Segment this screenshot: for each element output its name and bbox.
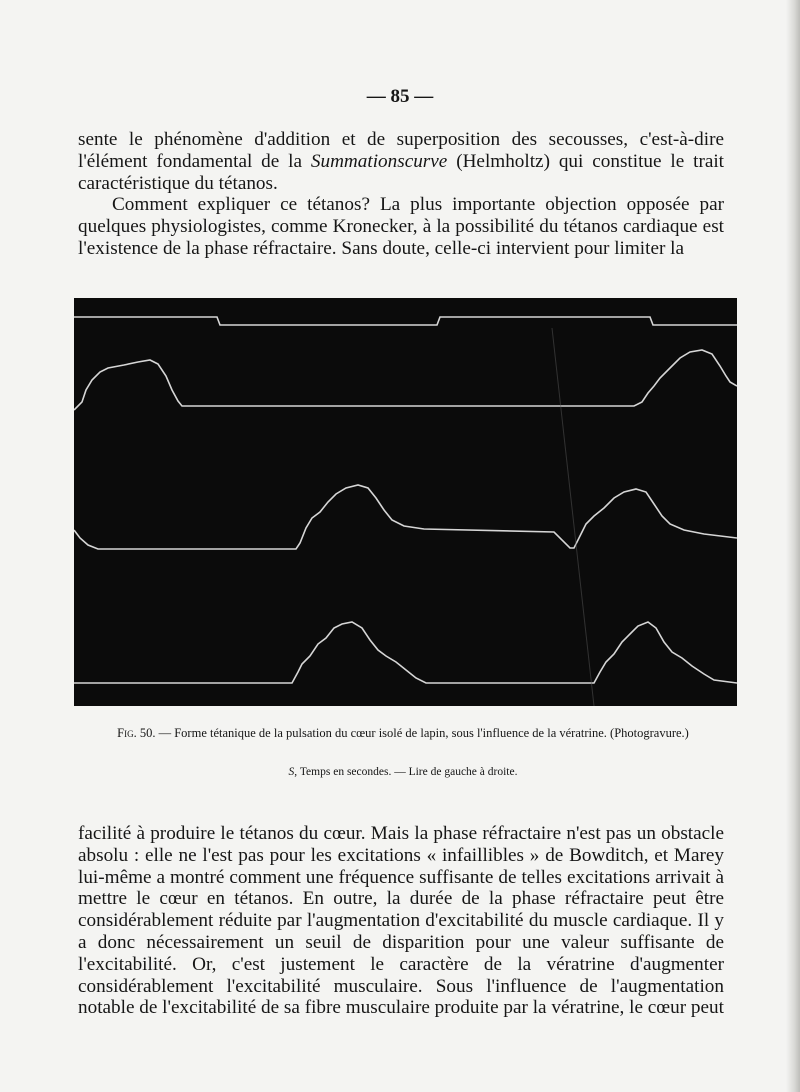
page-number: — 85 — — [366, 86, 434, 107]
figure-legend — [78, 766, 728, 778]
book-spine-shadow — [786, 0, 800, 1092]
upper-cardiac-trace — [74, 350, 737, 410]
caption-text: — Forme tétanique de la pulsation du cœur isolé de lapin, sous l'influence de la vératrine. (Photogravure.) — [155, 726, 689, 740]
middle-cardiac-trace — [74, 485, 737, 549]
para2-text: Comment expliquer ce tétanos? La plus importante objection opposée par quelques physiologistes, comme Kronecker, à la possibilité du tétanos cardiaque est l'existence de la phase réfractaire. Sans doute, celle-ci intervient pour limiter la — [78, 194, 724, 259]
legend-text: , Temps en secondes. — Lire de gauche à droite. — [294, 766, 518, 778]
opening-paragraph — [78, 129, 724, 260]
figure-number: Fig. 50. — [117, 726, 156, 740]
para1-line2-post: (Helmholtz) qui constitue le trait — [447, 150, 725, 172]
tracing-svg — [74, 298, 737, 706]
para1-line3: caractéristique du tétanos. — [78, 172, 278, 194]
legend-symbol: S — [288, 766, 295, 778]
closing-paragraph: facilité à produire le tétanos du cœur. Mais la phase réfractaire n'est pas un obstacle absolu : elle ne l'est pas pour les excitations « infaillibles » de Bowditch, et Marey lui-même a montré comment une fréquence suffisante de telles excitations arrivait à mettre le cœur en tétanos. En outre, la durée de la phase réfractaire peut être considérablement réduite par l'augmentation d'excitabilité du muscle cardiaque. Il y a donc nécessairement un seuil de disparition pour une valeur suffisante de l'excitabilité. Or, c'est justement le caractère de la vératrine d'augmenter considérablement l'excitabilité musculaire. Sous l'influence de l'augmentation notable de l'excitabilité de sa fibre musculaire produite par la vératrine, le cœur peut — [78, 823, 724, 1019]
para1-line1: sente le phénomène d'addition et de superposition des secousses, c'est-à-dire — [78, 129, 724, 150]
para1-line2-pre: l'élément fondamental de la — [78, 150, 311, 172]
summationscurve-term: Summationscurve — [310, 150, 448, 172]
time-signal-trace — [74, 317, 737, 325]
tetanus-tracing-figure — [74, 298, 737, 706]
lower-cardiac-trace — [74, 622, 737, 683]
figure-caption — [78, 726, 728, 742]
